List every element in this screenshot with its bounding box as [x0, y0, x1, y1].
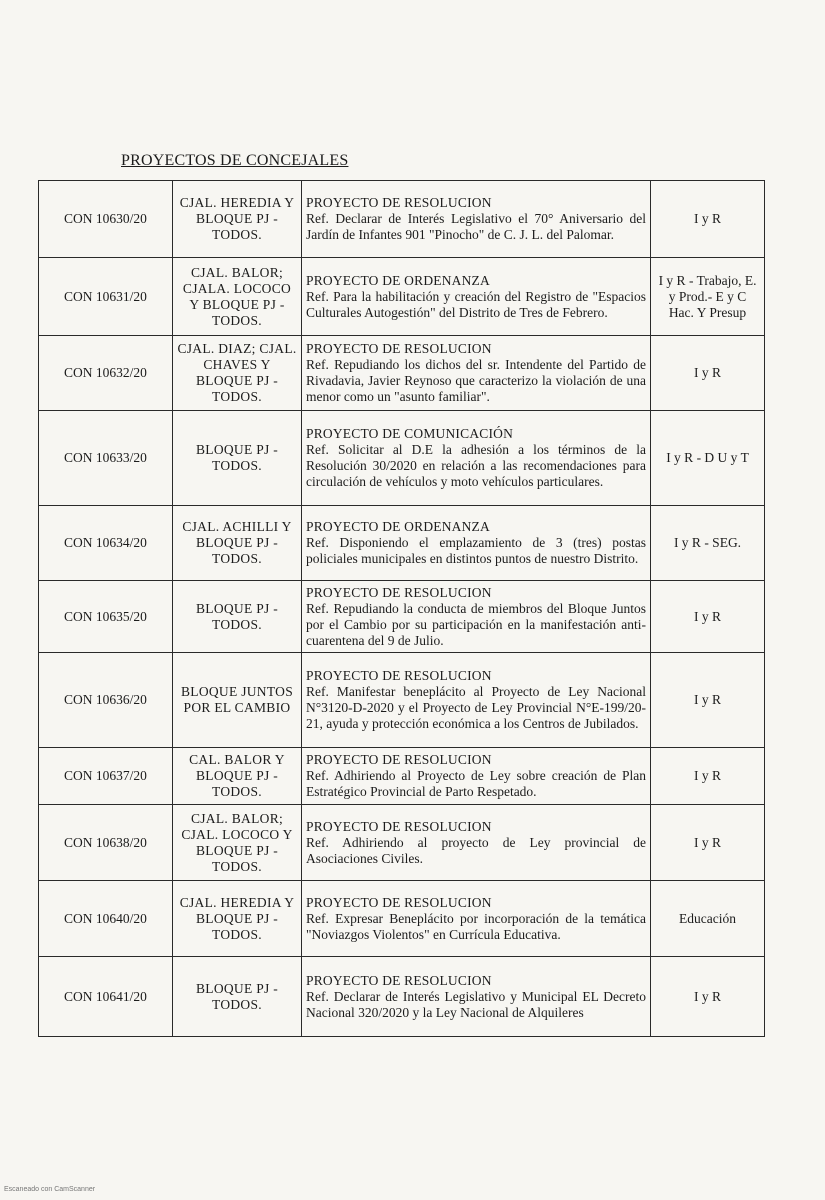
project-reference: Ref. Disponiendo el emplazamiento de 3 (tres) postas policiales municipales en distintos puntos de nuestro Distrito. — [306, 535, 646, 566]
project-description — [302, 336, 651, 411]
table-row — [39, 881, 765, 957]
project-id: CON 10633/20 — [39, 411, 173, 506]
table-row — [39, 748, 765, 805]
table-row — [39, 805, 765, 881]
project-author: CJAL. HEREDIA Y BLOQUE PJ - TODOS. — [173, 881, 302, 957]
project-type: PROYECTO DE RESOLUCION — [306, 584, 492, 600]
table-row — [39, 181, 765, 258]
scanner-watermark: Escaneado con CamScanner — [4, 1186, 96, 1193]
project-type: PROYECTO DE RESOLUCION — [306, 668, 492, 683]
document-title: PROYECTOS DE CONCEJALES — [121, 152, 349, 169]
project-id: CON 10630/20 — [39, 181, 173, 258]
project-type: PROYECTO DE RESOLUCION — [306, 894, 492, 910]
projects-table — [38, 180, 765, 1037]
project-author: CJAL. DIAZ; CJAL. CHAVES Y BLOQUE PJ - TODOS. — [173, 336, 302, 411]
project-author: CJAL. HEREDIA Y BLOQUE PJ - TODOS. — [173, 181, 302, 258]
project-reference: Ref. Solicitar al D.E la adhesión a los términos de la Resolución 30/2020 en relación a las recomendaciones para circulación de vehículos y moto vehículos particulares. — [306, 442, 646, 489]
table-row — [39, 258, 765, 336]
project-reference: Ref. Adhiriendo al proyecto de Ley provincial de Asociaciones Civiles. — [306, 834, 646, 866]
project-committee: I y R — [651, 805, 765, 881]
project-type: PROYECTO DE RESOLUCION — [306, 752, 492, 767]
project-type: PROYECTO DE ORDENANZA — [306, 272, 490, 288]
project-id: CON 10641/20 — [39, 957, 173, 1037]
project-reference: Ref. Manifestar beneplácito al Proyecto de Ley Nacional N°3120-D-2020 y el Proyecto de Ley Provincial N°E-199/20-21, ayuda y protección económica a los Centros de Jubilados. — [306, 684, 646, 731]
project-author: CJAL. BALOR; CJALA. LOCOCO Y BLOQUE PJ - TODOS. — [173, 258, 302, 336]
project-description — [302, 957, 651, 1037]
project-reference: Ref. Repudiando los dichos del sr. Intendente del Partido de Rivadavia, Javier Reynoso que caracterizo la violación de una menor como un "asunto familiar". — [306, 357, 646, 404]
project-id: CON 10636/20 — [39, 653, 173, 748]
project-description — [302, 181, 651, 258]
project-reference: Ref. Declarar de Interés Legislativo y Municipal EL Decreto Nacional 320/2020 y la Ley Nacional de Alquileres — [306, 988, 646, 1020]
project-description — [302, 653, 651, 748]
project-reference: Ref. Declarar de Interés Legislativo el 70° Aniversario del Jardín de Infantes 901 "Pinocho" de C. J. L. del Palomar. — [306, 211, 646, 242]
project-reference: Ref. Para la habilitación y creación del Registro de "Espacios Culturales Autogestión" del Distrito de Tres de Febrero. — [306, 288, 646, 320]
project-reference: Ref. Repudiando la conducta de miembros del Bloque Juntos por el Cambio por su participación en la manifestación anti-cuarentena del 9 de Julio. — [306, 600, 646, 648]
project-committee: I y R — [651, 748, 765, 805]
table-row — [39, 957, 765, 1037]
project-author: BLOQUE PJ - TODOS. — [173, 411, 302, 506]
project-id: CON 10631/20 — [39, 258, 173, 336]
project-type: PROYECTO DE RESOLUCION — [306, 195, 492, 210]
project-reference: Ref. Expresar Beneplácito por incorporación de la temática "Noviazgos Violentos" en Currícula Educativa. — [306, 910, 646, 942]
project-id: CON 10640/20 — [39, 881, 173, 957]
project-author: BLOQUE JUNTOS POR EL CAMBIO — [173, 653, 302, 748]
project-id: CON 10637/20 — [39, 748, 173, 805]
project-author: CJAL. BALOR; CJAL. LOCOCO Y BLOQUE PJ - TODOS. — [173, 805, 302, 881]
project-author: CAL. BALOR Y BLOQUE PJ - TODOS. — [173, 748, 302, 805]
table-row — [39, 506, 765, 581]
project-committee: Educación — [651, 881, 765, 957]
project-committee: I y R — [651, 336, 765, 411]
project-id: CON 10638/20 — [39, 805, 173, 881]
project-description — [302, 506, 651, 581]
project-type: PROYECTO DE COMUNICACIÓN — [306, 426, 514, 441]
project-committee: I y R — [651, 181, 765, 258]
project-description — [302, 581, 651, 653]
project-description — [302, 411, 651, 506]
project-reference: Ref. Adhiriendo al Proyecto de Ley sobre creación de Plan Estratégico Provincial de Parto Respetado. — [306, 768, 646, 799]
project-description — [302, 805, 651, 881]
project-id: CON 10635/20 — [39, 581, 173, 653]
project-description — [302, 748, 651, 805]
table-row — [39, 581, 765, 653]
project-type: PROYECTO DE RESOLUCION — [306, 818, 492, 834]
table-row — [39, 411, 765, 506]
table-row — [39, 653, 765, 748]
project-type: PROYECTO DE ORDENANZA — [306, 519, 490, 534]
project-committee: I y R — [651, 581, 765, 653]
project-committee: I y R - SEG. — [651, 506, 765, 581]
project-author: BLOQUE PJ - TODOS. — [173, 581, 302, 653]
project-committee: I y R - D U y T — [651, 411, 765, 506]
table-row — [39, 336, 765, 411]
project-committee: I y R - Trabajo, E. y Prod.- E y C Hac. Y Presup — [651, 258, 765, 336]
project-type: PROYECTO DE RESOLUCION — [306, 972, 492, 988]
project-description — [302, 258, 651, 336]
project-description — [302, 881, 651, 957]
project-committee: I y R — [651, 957, 765, 1037]
project-committee: I y R — [651, 653, 765, 748]
project-author: CJAL. ACHILLI Y BLOQUE PJ - TODOS. — [173, 506, 302, 581]
project-type: PROYECTO DE RESOLUCION — [306, 341, 492, 356]
project-author: BLOQUE PJ - TODOS. — [173, 957, 302, 1037]
project-id: CON 10632/20 — [39, 336, 173, 411]
project-id: CON 10634/20 — [39, 506, 173, 581]
